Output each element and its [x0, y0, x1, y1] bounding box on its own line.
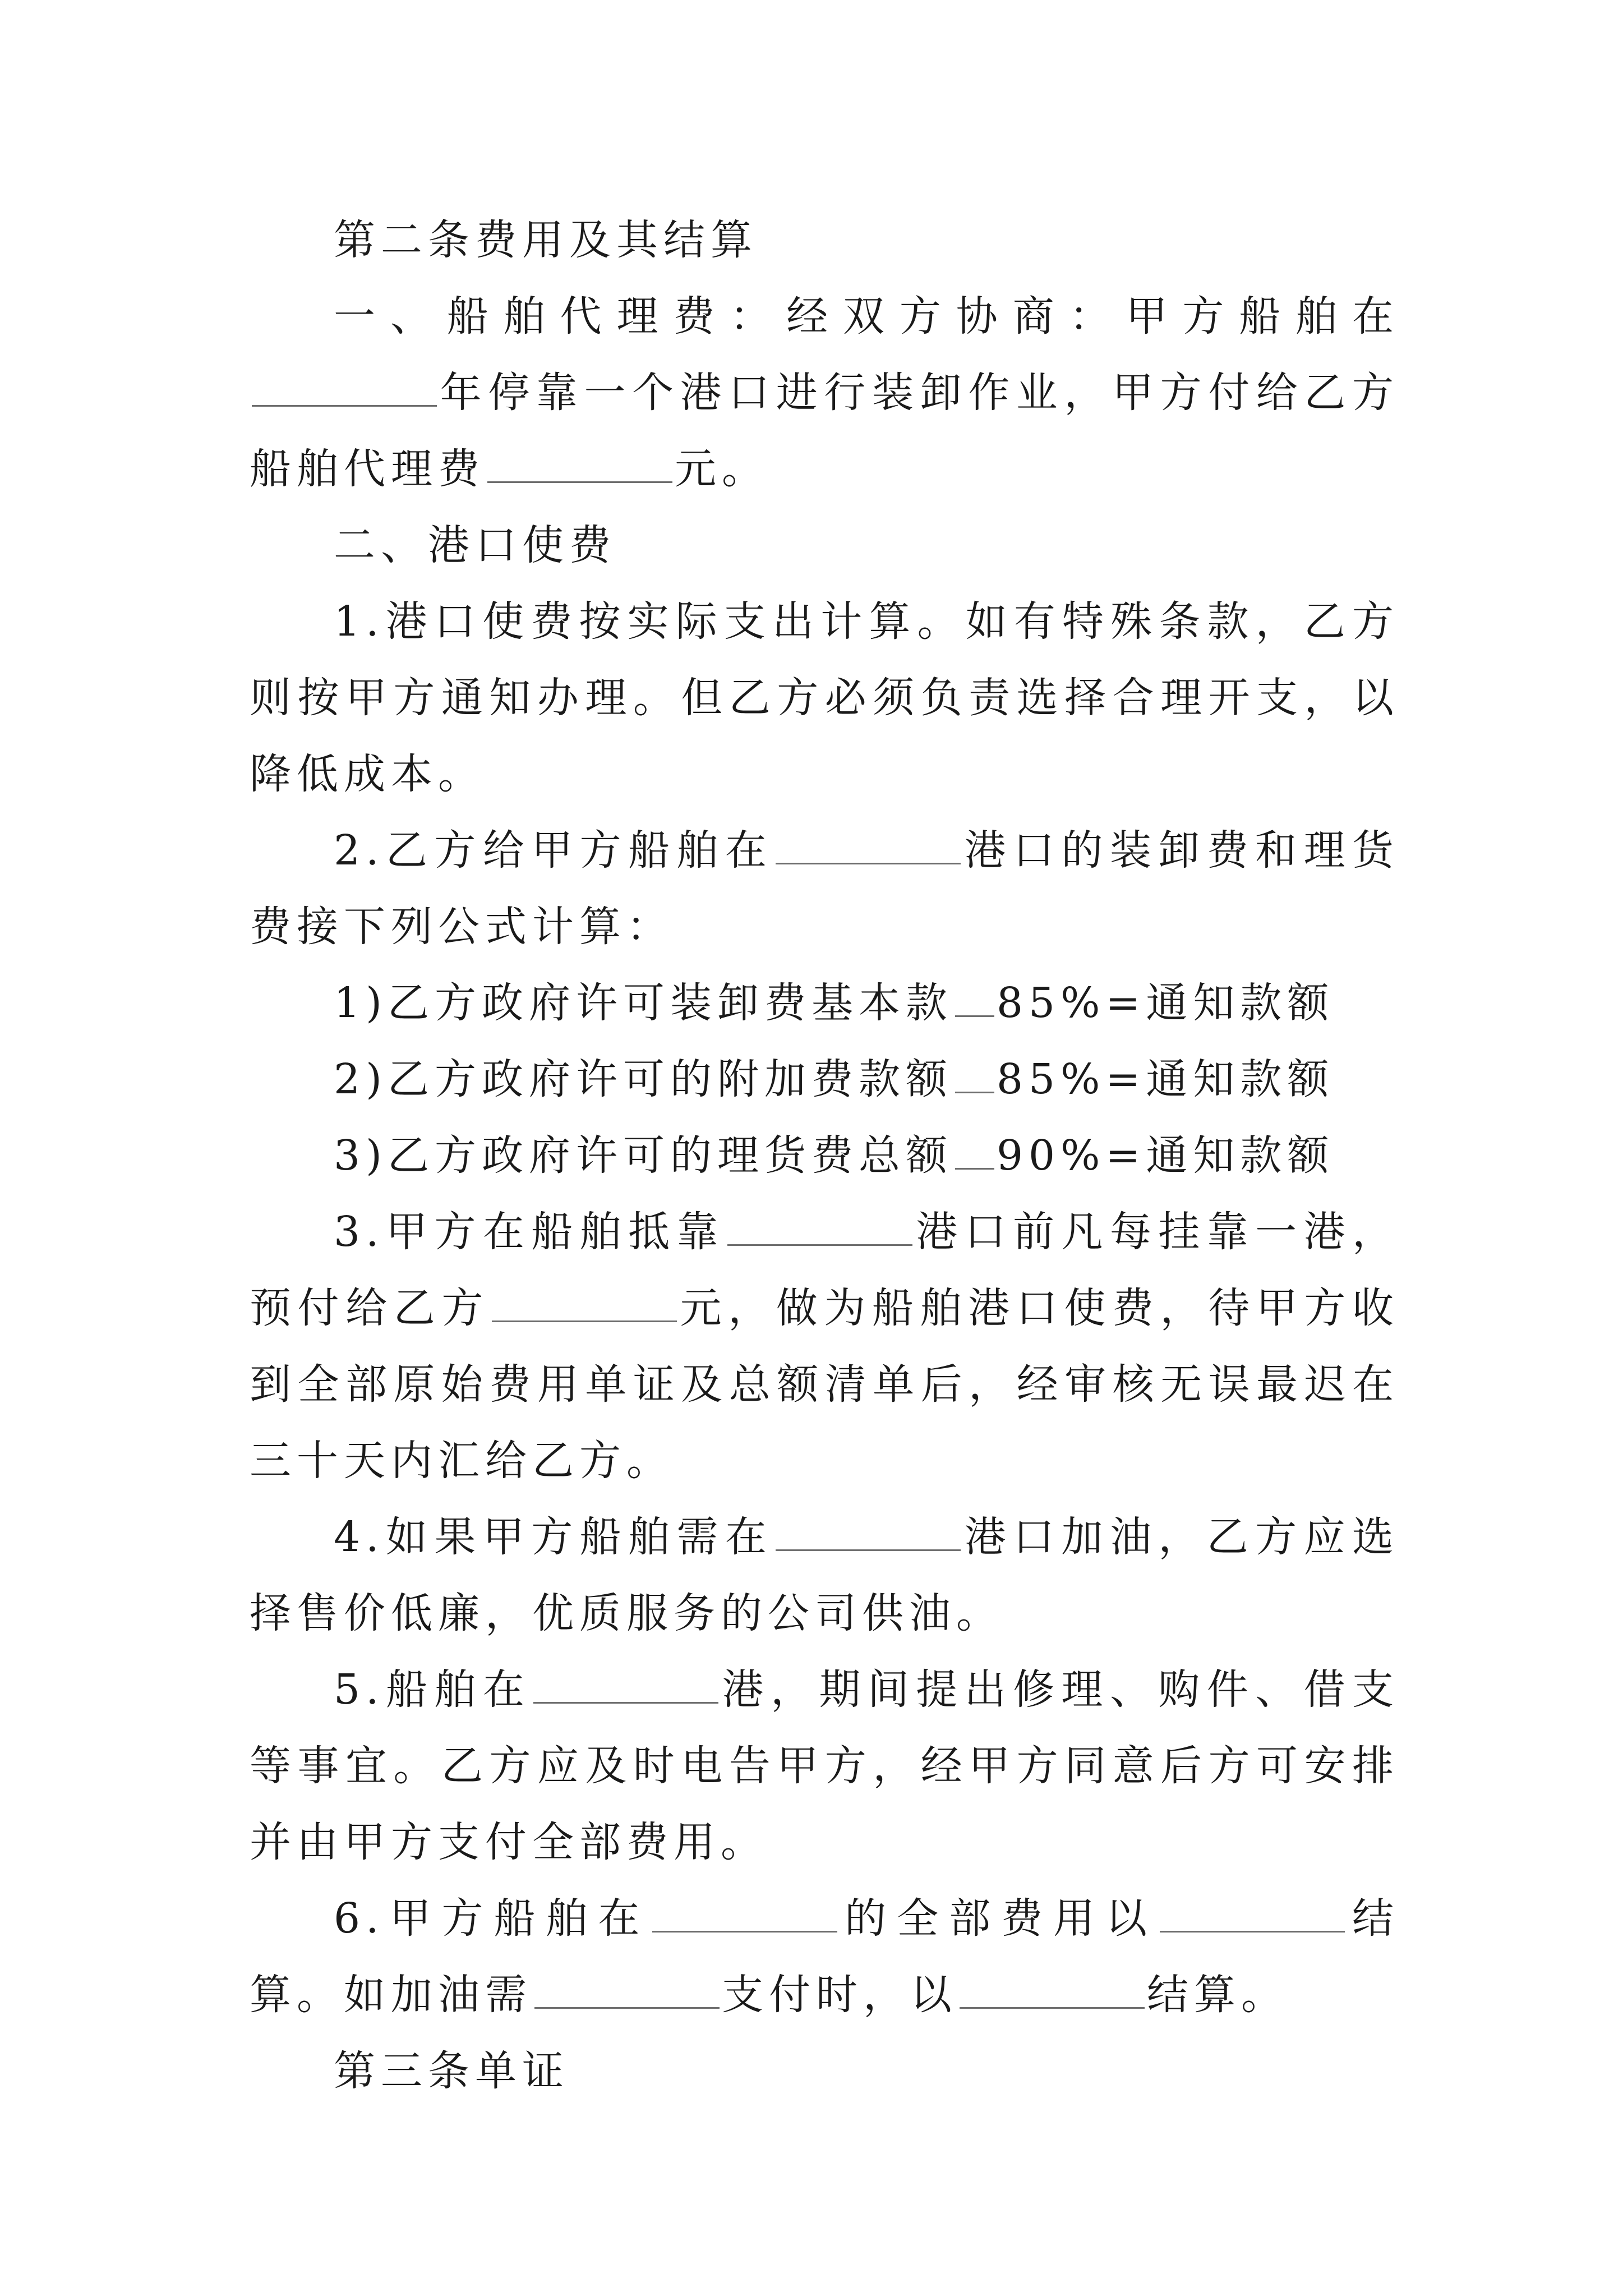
- article-2-heading: [250, 202, 1399, 278]
- fill-in-blank: [652, 1889, 837, 1932]
- text-segment: 港口加油，乙方应选择售价低廉，优质服务的公司供油。: [250, 1513, 1400, 1637]
- fill-in-blank: [776, 1508, 961, 1551]
- fill-in-blank: [955, 1050, 994, 1093]
- text-segment: 结算。: [1147, 1971, 1288, 2019]
- text-segment: 港，期间提出修理、购件、借支等事宜。乙方应及时电告甲方，经甲方同意后方可安排并由甲方支付全部费用。: [250, 1665, 1399, 1866]
- text-segment: 的全部费用以: [840, 1894, 1158, 1943]
- article-3-title: 第三条单证: [334, 2047, 569, 2095]
- fill-in-blank: [955, 974, 994, 1017]
- text-segment: 85%=通知款额: [996, 1055, 1335, 1103]
- text-segment: 支付时，以: [722, 1971, 957, 2019]
- clause-4: [250, 1499, 1399, 1651]
- fill-in-blank: [727, 1203, 912, 1246]
- text-segment: 1)乙方政府许可装卸费基本款: [334, 979, 953, 1027]
- text-segment: 5.船舶在: [334, 1665, 532, 1714]
- text-segment: 3)乙方政府许可的理货费总额: [334, 1131, 953, 1180]
- fill-in-blank: [1160, 1889, 1345, 1932]
- fill-in-blank: [534, 1966, 720, 2009]
- fill-in-blank: [960, 1966, 1145, 2009]
- fill-in-blank: [955, 1126, 994, 1170]
- text-segment: 港口前凡每挂靠一港，预付给乙方: [250, 1208, 1399, 1332]
- fill-in-blank: [492, 1279, 677, 1322]
- clause-3: [250, 1194, 1399, 1499]
- article-3-heading: [250, 2033, 1399, 2109]
- text-segment: 港口的装卸费和理货费接下列公式计算：: [250, 826, 1400, 951]
- clause-5: [250, 1651, 1399, 1880]
- formula-2: [250, 1041, 1399, 1117]
- text-segment: 2.乙方给甲方船舶在: [334, 826, 774, 875]
- fill-in-blank: [252, 364, 437, 407]
- paragraph-agency-fee: [250, 278, 1399, 507]
- clause-2: [250, 812, 1399, 965]
- text-segment: 90%=通知款额: [996, 1131, 1335, 1180]
- text-segment: 3.甲方在船舶抵靠: [334, 1208, 725, 1256]
- text-segment: 一、船舶代理费：经双方协商：甲方船舶在: [334, 292, 1399, 341]
- formula-3: [250, 1117, 1399, 1194]
- text-segment: 2)乙方政府许可的附加费款额: [334, 1055, 953, 1103]
- text-segment: 85%=通知款额: [996, 979, 1335, 1027]
- text-segment: 元，做为船舶港口使费，待甲方收到全部原始费用单证及总额清单后，经审核无误最迟在三十天内汇给乙方。: [250, 1284, 1399, 1485]
- clause-1: [250, 583, 1399, 812]
- clause-6: [250, 1880, 1399, 2033]
- fill-in-blank: [487, 440, 672, 483]
- text-segment: 元。: [675, 445, 769, 493]
- text-segment: 结算。如加油需: [250, 1894, 1400, 2019]
- fill-in-blank: [533, 1660, 718, 1704]
- formula-1: [250, 965, 1399, 1041]
- text-segment: 4.如果甲方船舶需在: [334, 1513, 774, 1561]
- text-segment: 年停靠一个港口进行装卸作业，甲方付给乙方船舶代理费: [250, 369, 1399, 493]
- article-2-title: 第二条费用及其结算: [334, 216, 758, 264]
- fill-in-blank: [776, 821, 961, 864]
- section-2-title: 二、港口使费: [334, 521, 616, 569]
- contract-body: [250, 202, 1399, 2109]
- section-2-heading: [250, 507, 1399, 583]
- text-segment: 6.甲方船舶在: [334, 1894, 651, 1943]
- text-segment: 1.港口使费按实际支出计算。如有特殊条款，乙方则按甲方通知办理。但乙方必须负责选择合理开支，以降低成本。: [250, 597, 1399, 798]
